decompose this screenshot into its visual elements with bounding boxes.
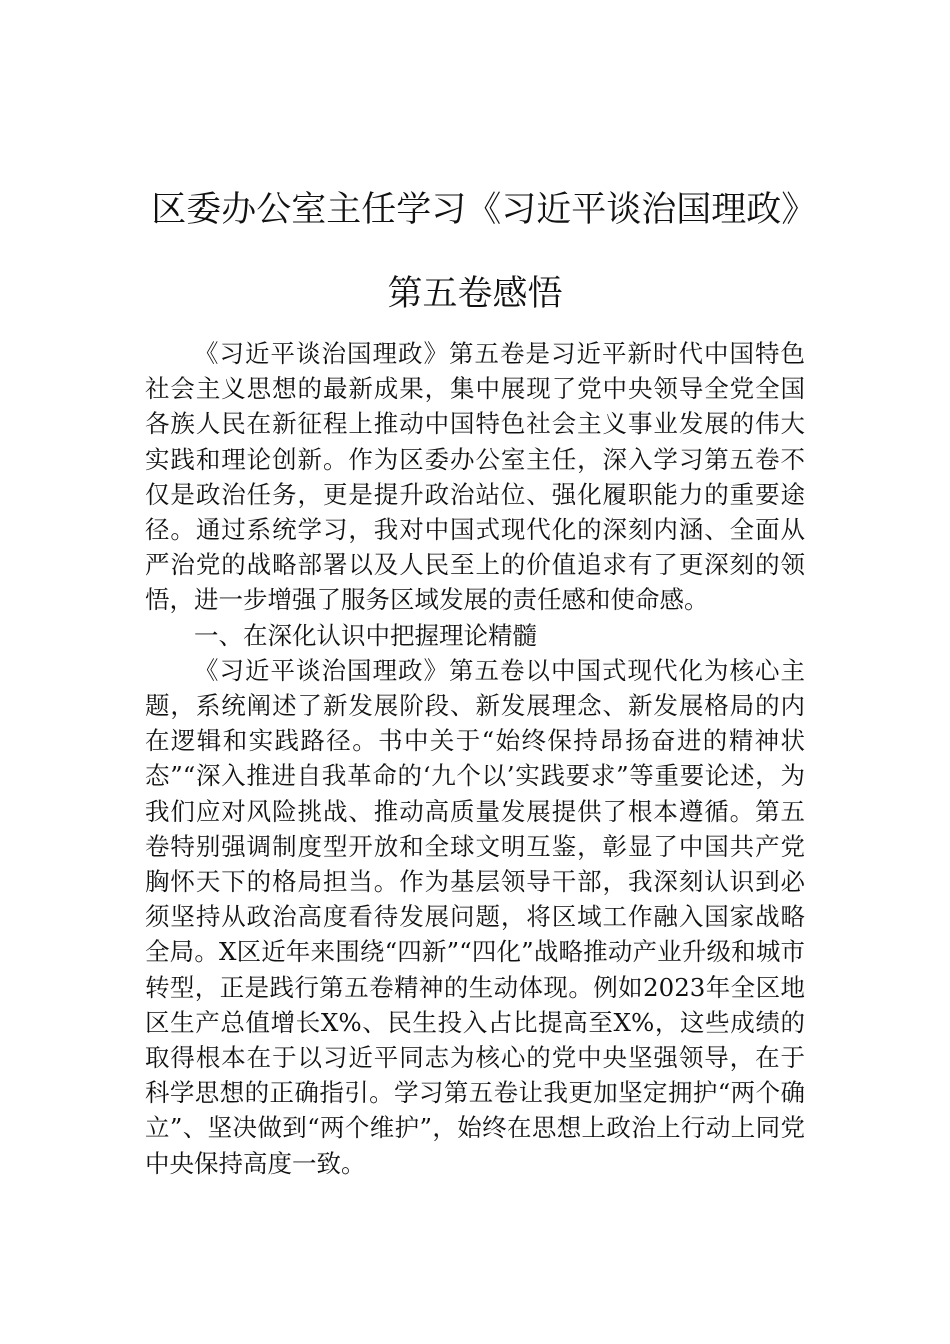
paragraph-intro: 《习近平谈治国理政》第五卷是习近平新时代中国特色社会主义思想的最新成果，集中展现了党中央领导全党全国各族人民在新征程上推动中国特色社会主义事业发展的伟大实践和理论创新。作为区委办公室主任，深入学习第五卷不仅是政治任务，更是提升政治站位、强化履职能力的重要途径。通过系统学习，我对中国式现代化的深刻内涵、全面从严治党的战略部署以及人民至上的价值追求有了更深刻的领悟，进一步增强了服务区域发展的责任感和使命感。: [145, 339, 805, 615]
document-title: 区委办公室主任学习《习近平谈治国理政》第五卷感悟: [151, 190, 799, 314]
paragraph-section-1: 《习近平谈治国理政》第五卷以中国式现代化为核心主题，系统阐述了新发展阶段、新发展理念、新发展格局的内在逻辑和实践路径。书中关于“始终保持昂扬奋进的精神状态”“深入推进自我革命的‘九个以’实践要求”等重要论述，为我们应对风险挑战、推动高质量发展提供了根本遵循。第五卷特别强调制度型开放和全球文明互鉴，彰显了中国共产党胸怀天下的格局担当。作为基层领导干部，我深刻认识到必须坚持从政治高度看待发展问题，将区域工作融入国家战略全局。X区近年来围绕“四新”“四化”战略推动产业升级和城市转型，正是践行第五卷精神的生动体现。例如2023年全区地区生产总值增长X%、民生投入占比提高至X%，这些成绩的取得根本在于以习近平同志为核心的党中央坚强领导，在于科学思想的正确指引。学习第五卷让我更加坚定拥护“两个确立”、坚决做到“两个维护”，始终在思想上政治上行动上同党中央保持高度一致。: [145, 655, 805, 1178]
document-body: [145, 336, 805, 1181]
section-heading-1: 一、在深化认识中把握理论精髓: [194, 620, 537, 650]
